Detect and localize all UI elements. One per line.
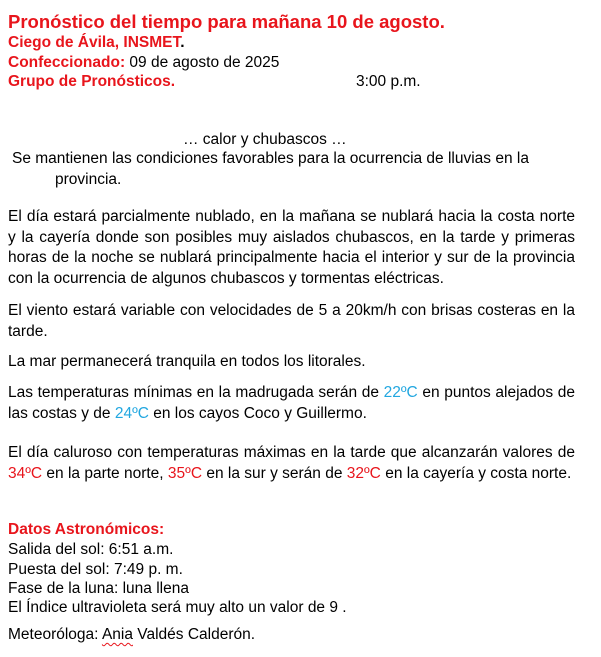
paragraph-sea: La mar permanecerá tranquila en todos los litorales. bbox=[8, 353, 366, 370]
summary-text bbox=[12, 149, 575, 190]
source-name: Ciego de Ávila, INSMET bbox=[8, 34, 181, 51]
paragraph-min-temp bbox=[8, 383, 575, 424]
min-temp-cays: 24ºC bbox=[114, 404, 149, 422]
paragraph-max-temp bbox=[8, 443, 575, 484]
paragraph-wind: El viento estará variable con velocidades de 5 a 20km/h con brisas costeras en la tarde. bbox=[8, 302, 575, 340]
min-temp-text-b: en puntos alejados de las costas y de bbox=[8, 384, 575, 422]
min-temp-text-a: Las temperaturas mínimas en la madrugada serán de bbox=[8, 384, 384, 401]
source-line bbox=[8, 33, 185, 53]
meteorologist-line bbox=[8, 625, 255, 645]
max-temp-text-a: El día caluroso con temperaturas máximas en la tarde que alcanzarán valores de bbox=[8, 444, 575, 461]
summary-line-2: provincia. bbox=[55, 170, 122, 188]
astro-heading: Datos Astronómicos: bbox=[8, 521, 165, 538]
astro-sunrise: Salida del sol: 6:51 a.m. bbox=[8, 541, 174, 558]
astro-sunset: Puesta del sol: 7:49 p. m. bbox=[8, 561, 183, 578]
forecast-title: Pronóstico del tiempo para mañana 10 de agosto. bbox=[8, 11, 445, 32]
max-temp-south: 35ºC bbox=[167, 464, 203, 482]
paragraph-sky: El día estará parcialmente nublado, en la mañana se nublará hacia la costa norte y la cayería donde son posibles muy aislados chubascos, en la tarde y primeras horas de la noche se nublará principalmente hacia el interior y sur de la provincia con la ocurrencia de algunos chubascos y tormentas eléctricas. bbox=[8, 208, 575, 287]
min-temp-text-c: en los cayos Coco y Guillermo. bbox=[148, 404, 367, 422]
max-temp-text-c: en la sur y serán de bbox=[202, 464, 347, 482]
prepared-date: 09 de agosto de 2025 bbox=[125, 54, 280, 71]
summary-line-1: Se mantienen las condiciones favorables para la ocurrencia de lluvias en la bbox=[12, 150, 529, 167]
max-temp-coast: 32ºC bbox=[346, 464, 381, 482]
astro-moon-phase: Fase de la luna: luna llena bbox=[8, 580, 189, 597]
meteorologist-surname: Valdés Calderón. bbox=[132, 626, 256, 643]
meteorologist-first-name: Ania bbox=[101, 626, 133, 643]
prepared-label: Confeccionado: bbox=[8, 54, 126, 71]
meteorologist-label: Meteoróloga: bbox=[8, 626, 102, 643]
prepared-line bbox=[8, 53, 279, 73]
group-label: Grupo de Pronósticos. bbox=[8, 73, 176, 90]
source-period: . bbox=[180, 34, 185, 51]
max-temp-text-d: en la cayería y costa norte. bbox=[380, 464, 572, 482]
max-temp-text-b: en la parte norte, bbox=[42, 464, 168, 482]
issue-time: 3:00 p.m. bbox=[356, 73, 421, 90]
max-temp-north: 34ºC bbox=[8, 464, 43, 482]
summary-headline: … calor y chubascos … bbox=[183, 131, 347, 148]
astro-uv-index: El Índice ultravioleta será muy alto un valor de 9 . bbox=[8, 599, 347, 616]
min-temp-inland: 22ºC bbox=[383, 384, 418, 401]
